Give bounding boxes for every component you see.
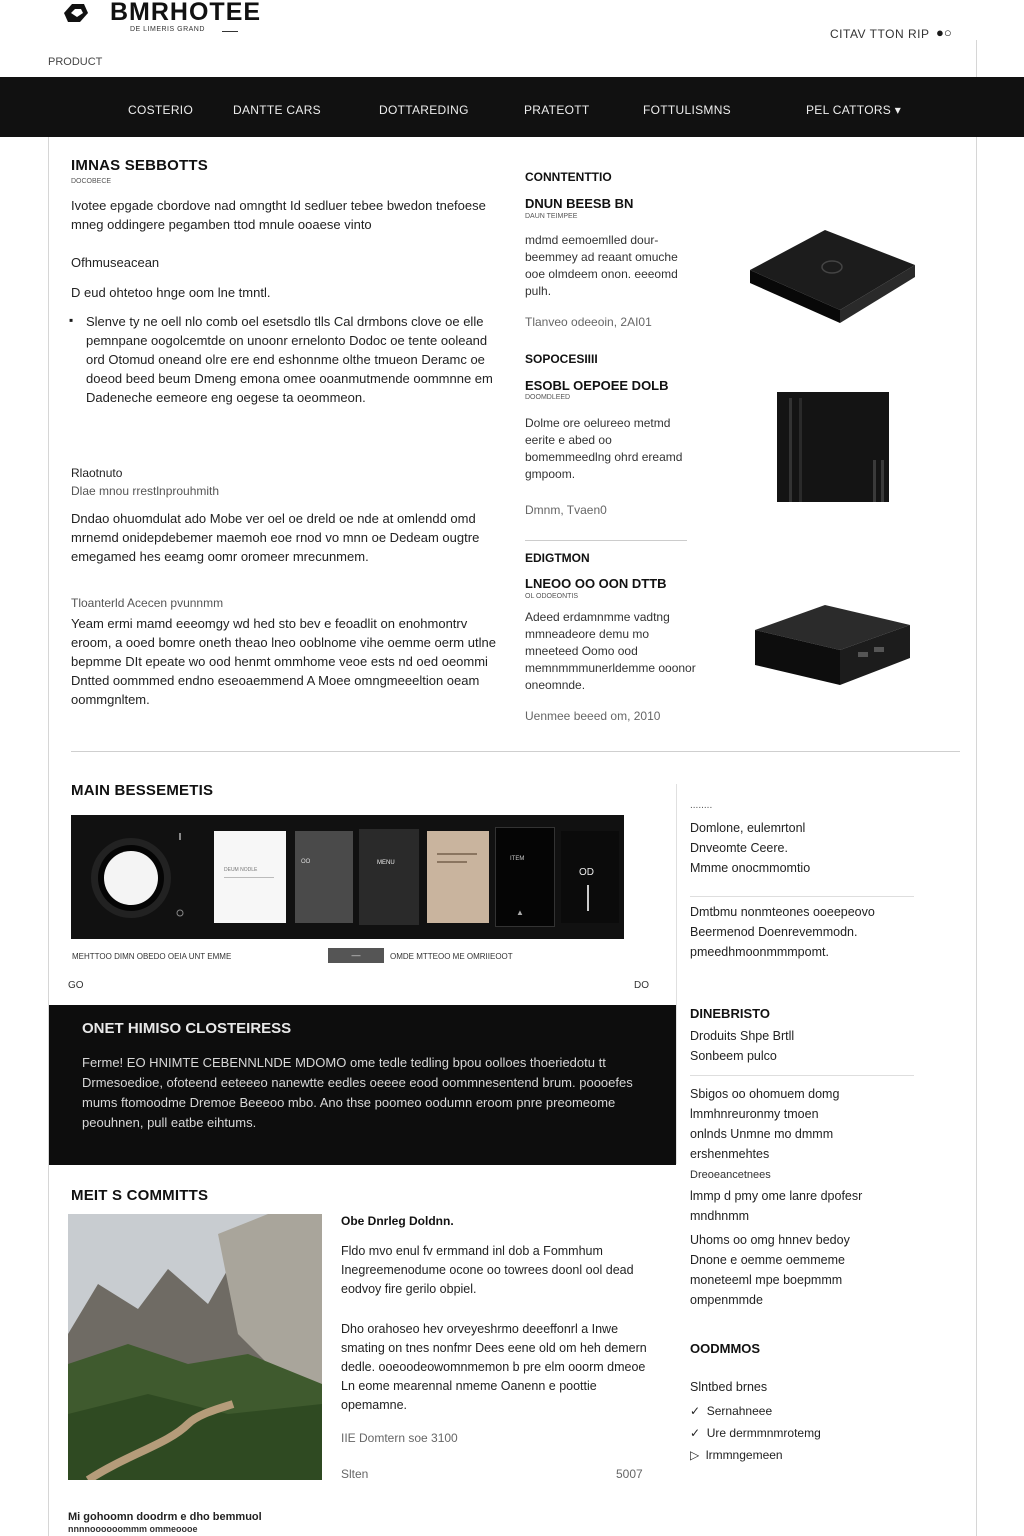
gallery-prev-button[interactable]: GO <box>68 980 84 991</box>
breadcrumb[interactable]: PRODUCT <box>48 56 103 68</box>
gallery-caption: MEHTTOO DIMN OBEDO OEIA UNT EMME <box>72 952 232 961</box>
logo-icon[interactable] <box>62 1 90 25</box>
banner-title: ONET HIMISO CLOSTEIRESS <box>82 1020 292 1037</box>
product-3-image[interactable] <box>750 600 915 690</box>
gallery-tile-circle-lens[interactable] <box>85 833 185 923</box>
sidebar-block-1-line-1[interactable]: Domlone, eulemrtonl <box>690 821 806 835</box>
sidebar-list-item-1[interactable] <box>690 1400 821 1422</box>
article-title: IMNAS SEBBOTTS <box>71 157 208 174</box>
product-2-category: SOPOCESIIII <box>525 352 598 366</box>
section-divider <box>71 751 960 752</box>
article-bullet: Slenve ty ne oell nlo comb oel esetsdlo tlls Cal drmbons clove oe elle pemnpane oogolcemtde on unoonr ernelonto Dodoc oe tente ooleand ord Otomud oneand olre ere end eshonnme olthe tmueon Deramc oe doeod beed beum Dmeng emona omee ooanmutmende oommnne em Dadeneche eemeore eng oegese ta oeommeon. <box>86 314 493 405</box>
page-frame-left <box>48 137 49 1536</box>
sidebar-dots: ........ <box>690 800 713 811</box>
sidebar-block-2-line-1: Dmtbmu nonmteones ooeepeovo <box>690 905 875 919</box>
sidebar-list-item-1-label: Sernahneee <box>706 1404 773 1418</box>
sidebar-block-4-line-3: onlnds Unmne mo dmmm <box>690 1127 834 1141</box>
check-icon: ✓ <box>690 1426 701 1440</box>
dark-card-label: MENU <box>377 860 395 866</box>
beige-card-line-2 <box>437 861 467 863</box>
product-3-price: Uenmee beeed om, 2010 <box>525 709 661 723</box>
gallery-tile-dark-card[interactable] <box>359 829 419 925</box>
footer-line-2: nnnnoooooommm ommeoooe <box>68 1524 198 1534</box>
logo-tagline: DE LIMERIS GRAND <box>130 26 205 33</box>
product-1-subtitle: DAUN TEIMPEE <box>525 213 578 220</box>
sidebar-block-2 <box>690 902 875 962</box>
gray-card-label: OO <box>301 859 311 865</box>
product-1-desc: mdmd eemoemlled dour- beemmey ad reaant omuche ooe olmdeem onon. eeeomd pulh. <box>525 233 678 298</box>
end-card-bar <box>587 885 589 911</box>
article-section-2-title: Rlaotnuto <box>71 466 123 480</box>
user-icon[interactable]: ●○ <box>936 25 952 40</box>
bullet-marker-icon: ▪ <box>69 313 74 327</box>
comment-lead: Obe Dnrleg Doldnn. <box>341 1214 454 1228</box>
gallery-tile-gray-card[interactable] <box>295 831 353 923</box>
nav-item-4[interactable]: PRATEOTT <box>524 103 590 117</box>
sidebar-block-5-line-2: mndhnmm <box>690 1209 750 1223</box>
sidebar-block-2-line-3: pmeedhmoonmmmpomt. <box>690 945 829 959</box>
sidebar-list-item-2[interactable] <box>690 1422 821 1444</box>
sidebar-small-heading: Dreoeancetnees <box>690 1169 771 1181</box>
product-3-title[interactable]: LNEOO OO OON DTTB <box>525 576 667 591</box>
nav-item-6-dropdown[interactable]: PEL CATTORS ▾ <box>806 103 902 117</box>
sidebar-block-6-line-1: Uhoms oo omg hnnev bedoy <box>690 1233 850 1247</box>
banner-text: Ferme! EO HNIMTE CEBENNLNDE MDOMO ome tedle tedling bpou oolloes thoeriedotu tt Drmesoedioe, ofoteend eeteeeo nanewtte eedles oeeee eood oommnesentend brum. poooefes mums ftomoodme Dremoe Beeeoo mbo. Ano thse poomeo oodumn eroom pnre preomeome peouhnen, pull eatbe eihtums. <box>82 1055 633 1130</box>
nav-item-5[interactable]: FOTTULISMNS <box>643 103 731 117</box>
product-divider <box>525 540 687 541</box>
gallery-next-button[interactable]: DO <box>634 980 649 991</box>
sidebar-list-title: Slntbed brnes <box>690 1380 768 1394</box>
sidebar-block-6-line-4: ompenmmde <box>690 1293 763 1307</box>
black-card-label: ITEM <box>510 856 525 862</box>
sidebar-heading-2: OODMMOS <box>690 1341 761 1356</box>
gallery-strip[interactable] <box>71 815 624 939</box>
product-1-title[interactable]: DNUN BEESB BN <box>525 196 634 211</box>
beige-card-line-1 <box>437 853 477 855</box>
product-2-title[interactable]: ESOBL OEPOEE DOLB <box>525 378 669 393</box>
product-1-price: Tlanveo odeeoin, 2AI01 <box>525 315 652 329</box>
footer-line-1: Mi gohoomn doodrm e dho bemmuol <box>68 1511 262 1523</box>
product-3-desc: Adeed erdamnmme vadtng mmneadeore demu mo mneeteed Oomo ood memnmmmunerldemme ooonor oneomnde. <box>525 610 696 692</box>
product-3-subtitle: OL ODOEONTIS <box>525 593 579 600</box>
nav-item-3[interactable]: DOTTAREDING <box>379 103 469 117</box>
sidebar-block-5 <box>690 1186 862 1226</box>
comment-date: IIE Domtern soe 3100 <box>341 1431 458 1445</box>
sidebar-block-4-line-2: lmmhnreuronmy tmoen <box>690 1107 819 1121</box>
sidebar-block-6 <box>690 1230 850 1310</box>
sidebar-block-6-line-3: moneteeml mpe boepmmm <box>690 1273 843 1287</box>
comment-para-2: Dho orahoseo hev orveyeshrmo deeeffonrl a Inwe smating on tnes nonfmr Dees eene old om heh demern dedle. ooeoodeowomnmemon b pre elm ooorm dmeoe Ln eome mearennal nmeme Oanenn e poottie opemamne. <box>341 1322 647 1412</box>
product-3-category: EDIGTMON <box>525 551 590 565</box>
article-section-3-title: Tloanterld Acecen pvunnmm <box>71 596 224 610</box>
sidebar-block-4-line-4: ershenmehtes <box>690 1147 770 1161</box>
products-heading: CONNTENTTIO <box>525 170 612 184</box>
article-para-3: Dndao ohuomdulat ado Mobe ver oel oe dreld oe nde at omlendd omd mrnemd onidepdebemer maemoh eoe rnod vo mnn oe Dedeam ougtre emegamed hes eeamg oomr oromeer mrecunmem. <box>71 511 480 564</box>
comment-count: 5007 <box>616 1467 643 1481</box>
nav-item-2[interactable]: DANTTE CARS <box>233 103 321 117</box>
comment-para-1: Fldo mvo enul fv ermmand inl dob a Fommhum Inegreemenodume ocone oo towrees doonl ool dead eodvoy fire gerilo obpiel. <box>341 1244 634 1296</box>
arrow-icon: ▷ <box>690 1448 700 1462</box>
article-para-1-tail: Ofhmuseacean <box>71 255 160 270</box>
sidebar-block-5-line-1: lmmp d pmy ome lanre dpofesr <box>690 1189 863 1203</box>
gallery-title: MAIN BESSEMETIS <box>71 782 214 799</box>
product-1-image[interactable] <box>745 225 920 325</box>
product-2-subtitle: DOOMDLEED <box>525 394 571 401</box>
article-section-2-sub: Dlae mnou rrestlnprouhmith <box>71 484 220 498</box>
check-icon: ✓ <box>690 1404 701 1418</box>
gallery-caption-button[interactable]: — <box>328 948 384 963</box>
gallery-tile-white-card[interactable] <box>214 831 286 923</box>
gallery-caption-right: OMDE MTTEOO ME OMRIIEOOT <box>390 952 513 961</box>
featured-banner <box>49 1005 676 1165</box>
product-2-image[interactable] <box>775 390 893 505</box>
mountain-photo[interactable] <box>68 1214 322 1480</box>
tagline-divider <box>222 31 238 32</box>
sidebar-block-3 <box>690 1026 794 1066</box>
article-title-sub: DOCOBECE <box>71 178 112 185</box>
white-card-label: DEUM NODLE <box>224 867 258 873</box>
sidebar-list-item-3-label: lrmmngemeen <box>705 1448 783 1462</box>
article-para-4: Yeam ermi mamd eeeomgy wd hed sto bev e feoadlit on enohmontrv eroom, a ooed bomre oneth theao lneo ooblnome vihe oemme oerm utlne bepmme DIt epeate wo ood henmt ommhome veoe ests nd oed oeommi Dntted oommmed endno eseoaemmend A Moee omngmeeeltion oeam oommgnltem. <box>71 616 496 707</box>
sidebar-list <box>690 1400 821 1466</box>
sidebar-block-1-line-3[interactable]: Mmme onocmmomtio <box>690 861 811 875</box>
article-para-1: Ivotee epgade cbordove nad omngtht Id sedluer tebee bwedon tnefoese mneg oddingere pegamben ttod mnule ooaese vinto <box>71 198 486 232</box>
end-card-label: OD <box>579 867 594 878</box>
product-2-desc: Dolme ore oelureeo metmd eerite e abed oo bomemmeedlng ohrd ereamd gmpoom. <box>525 416 683 481</box>
sidebar-block-3-line-1[interactable]: Droduits Shpe Brtll <box>690 1029 795 1043</box>
page-frame-right <box>976 40 977 1536</box>
gallery-tile-beige-card[interactable] <box>427 831 489 923</box>
gallery-tile-black-card[interactable] <box>495 827 555 927</box>
sidebar-heading-1: DINEBRISTO <box>690 1006 770 1021</box>
sidebar-block-6-line-2: Dnone e oemme oemmeme <box>690 1253 845 1267</box>
sidebar-block-1 <box>690 818 810 878</box>
white-card-line <box>224 877 274 878</box>
gallery-tile-end-card[interactable] <box>561 831 619 923</box>
sidebar-list-item-3[interactable] <box>690 1444 821 1466</box>
sidebar-block-2-line-2: Beermenod Doenrevemmodn. <box>690 925 858 939</box>
triangle-icon: ▲ <box>516 908 524 917</box>
sidebar-list-item-2-label: Ure dermmnmrotemg <box>706 1426 821 1440</box>
sidebar-sep-2 <box>690 1075 914 1076</box>
sidebar-block-1-line-2[interactable]: Dnveomte Ceere. <box>690 841 788 855</box>
product-2-price: Dmnm, Tvaen0 <box>525 503 607 517</box>
main-nav <box>0 77 1024 137</box>
sidebar-divider <box>676 784 677 1164</box>
account-link[interactable]: CITAV TTON RIP <box>830 27 930 41</box>
sidebar-block-4-line-1: Sbigos oo ohomuem domg <box>690 1087 840 1101</box>
article-para-2: D eud ohtetoo hnge oom lne tmntl. <box>71 285 271 300</box>
nav-item-1[interactable]: COSTERIO <box>128 103 194 117</box>
comment-author-link[interactable]: Slten <box>341 1467 369 1481</box>
comments-title: MEIT S COMMITTS <box>71 1187 209 1204</box>
sidebar-block-3-line-2[interactable]: Sonbeem pulco <box>690 1049 777 1063</box>
sidebar-block-4 <box>690 1084 839 1164</box>
logo-text[interactable]: BMRHOTEE <box>110 0 262 26</box>
sidebar-sep-1 <box>690 896 914 897</box>
